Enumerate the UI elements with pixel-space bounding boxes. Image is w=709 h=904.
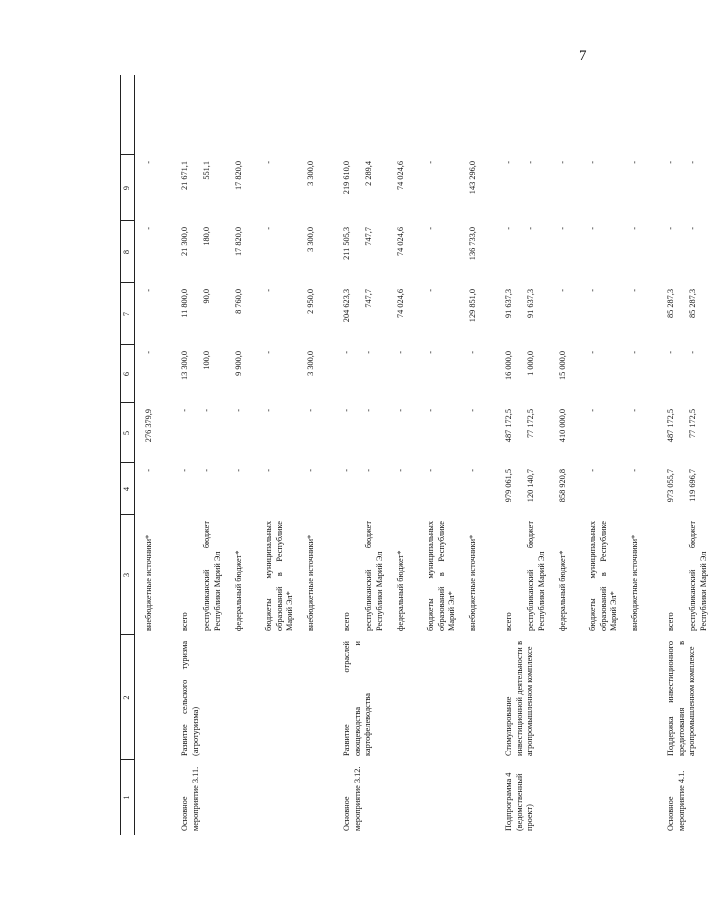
row-value: 90,0 [202, 289, 211, 304]
header-top-rule [120, 75, 121, 835]
row-value: 180,0 [202, 227, 211, 246]
row-value: - [144, 289, 153, 292]
row-section-code: Основное мероприятие 3.11. [180, 766, 200, 831]
row-funding-source: внебюджетные источники* [630, 534, 639, 631]
budget-table [120, 75, 708, 835]
row-value: - [588, 469, 597, 472]
row-value: - [264, 289, 273, 292]
row-value: 2 950,0 [306, 289, 315, 314]
row-funding-source: всего [666, 612, 675, 631]
row-value: - [630, 469, 639, 472]
row-value: 91 637,3 [504, 289, 513, 319]
row-value: - [342, 351, 351, 354]
row-funding-source: внебюджетные источники* [468, 534, 477, 631]
row-value: - [342, 469, 351, 472]
row-value: - [364, 351, 373, 354]
row-funding-source: республиканский бюджет Республики Марий Эл [526, 521, 546, 631]
row-funding-source: бюджеты муниципальных образований в Республике Марий Эл* [426, 521, 456, 631]
row-funding-source: всего [504, 612, 513, 631]
row-value: - [234, 469, 243, 472]
row-value: 487 172,5 [504, 409, 513, 443]
row-funding-source: бюджеты муниципальных образований в Республике Марий Эл* [588, 521, 618, 631]
row-value: - [396, 351, 405, 354]
row-funding-source: бюджеты муниципальных образований в Республике Марий Эл* [264, 521, 294, 631]
row-value: - [144, 469, 153, 472]
row-value: - [144, 227, 153, 230]
row-value: - [342, 409, 351, 412]
row-value: 21 300,0 [180, 227, 189, 257]
row-value: - [306, 409, 315, 412]
row-value: - [180, 409, 189, 412]
column-header-1: 1 [122, 795, 131, 800]
column-header-8: 8 [122, 249, 131, 255]
column-header-3: 3 [122, 572, 131, 578]
column-header-4: 4 [122, 486, 131, 492]
row-value: - [264, 161, 273, 164]
row-value: 9 900,0 [234, 351, 243, 376]
row-value: 100,0 [202, 351, 211, 370]
row-section-title: Поддержка инвестиционного кредитования в агропромышленном комплексе [666, 641, 696, 756]
row-value: 747,7 [364, 227, 373, 246]
row-value: 979 061,5 [504, 469, 513, 503]
row-value: 211 505,3 [342, 227, 351, 260]
row-value: - [144, 161, 153, 164]
row-funding-source: федеральный бюджет* [558, 550, 567, 631]
row-value: 129 851,0 [468, 289, 477, 323]
row-value: - [688, 161, 697, 164]
row-value: 74 024,6 [396, 227, 405, 257]
row-value: - [364, 409, 373, 412]
row-funding-source: всего [180, 612, 189, 631]
row-value: 74 024,6 [396, 161, 405, 191]
row-value: - [588, 227, 597, 230]
row-value: - [630, 289, 639, 292]
page-number: 7 [579, 48, 587, 64]
row-value: - [180, 469, 189, 472]
row-funding-source: республиканский бюджет Республики Марий Эл [364, 521, 384, 631]
row-value: 17 820,0 [234, 227, 243, 257]
row-value: - [630, 409, 639, 412]
row-value: 1 000,0 [526, 351, 535, 376]
row-value: - [688, 227, 697, 230]
row-value: - [588, 161, 597, 164]
row-value: 77 172,5 [526, 409, 535, 439]
row-value: - [306, 469, 315, 472]
row-value: 204 623,3 [342, 289, 351, 323]
row-value: 21 671,1 [180, 161, 189, 191]
row-value: - [666, 227, 675, 230]
row-value: - [666, 161, 675, 164]
row-value: - [396, 469, 405, 472]
row-value: 85 287,3 [688, 289, 697, 319]
row-value: 13 300,0 [180, 351, 189, 381]
header-bottom-rule [134, 75, 135, 835]
row-value: - [630, 227, 639, 230]
row-value: - [426, 409, 435, 412]
row-section-title: Развитие сельского туризма (агротуризма) [180, 641, 200, 756]
column-header-6: 6 [122, 371, 131, 377]
row-funding-source: всего [342, 612, 351, 631]
row-value: 219 610,0 [342, 161, 351, 195]
row-value: 551,1 [202, 161, 211, 180]
row-value: - [558, 289, 567, 292]
column-header-5: 5 [122, 430, 131, 436]
row-value: - [426, 351, 435, 354]
row-value: - [426, 289, 435, 292]
row-value: - [588, 289, 597, 292]
row-value: - [558, 161, 567, 164]
row-funding-source: республиканский бюджет Республики Марий Эл [688, 521, 708, 631]
row-value: 858 920,8 [558, 469, 567, 503]
row-value: - [526, 161, 535, 164]
column-header-7: 7 [122, 311, 131, 317]
row-section-title: Развитие отраслей овощеводства и картофелеводства [342, 641, 372, 756]
row-value: - [202, 409, 211, 412]
row-value: - [426, 227, 435, 230]
row-value: 276 379,9 [144, 409, 153, 443]
row-value: - [396, 409, 405, 412]
row-value: - [588, 351, 597, 354]
row-section-code: Основное мероприятие 3.12. [342, 766, 362, 831]
row-value: 74 024,6 [396, 289, 405, 319]
row-value: - [426, 161, 435, 164]
row-section-code: Основное мероприятие 4.1. [666, 770, 686, 831]
row-value: 747,7 [364, 289, 373, 308]
row-value: 136 733,0 [468, 227, 477, 261]
row-funding-source: внебюджетные источники* [144, 534, 153, 631]
row-value: 3 300,0 [306, 351, 315, 376]
row-value: - [588, 409, 597, 412]
row-value: 85 287,3 [666, 289, 675, 319]
row-value: 3 300,0 [306, 227, 315, 252]
row-value: - [144, 351, 153, 354]
row-value: - [264, 469, 273, 472]
row-value: - [264, 409, 273, 412]
row-value: 119 696,7 [688, 469, 697, 502]
row-value: - [504, 161, 513, 164]
row-value: - [468, 351, 477, 354]
row-value: 2 289,4 [364, 161, 373, 186]
row-value: - [558, 227, 567, 230]
row-value: - [504, 227, 513, 230]
row-value: 15 000,0 [558, 351, 567, 381]
row-value: - [202, 469, 211, 472]
row-value: 8 760,0 [234, 289, 243, 314]
row-value: - [264, 351, 273, 354]
column-header-2: 2 [122, 695, 131, 700]
row-value: 77 172,5 [688, 409, 697, 439]
row-value: 410 000,0 [558, 409, 567, 443]
column-header-9: 9 [122, 185, 131, 191]
row-value: 11 800,0 [180, 289, 189, 318]
row-value: - [630, 351, 639, 354]
row-value: - [666, 351, 675, 354]
row-value: - [688, 351, 697, 354]
row-value: - [468, 469, 477, 472]
row-value: - [468, 409, 477, 412]
row-value: - [364, 469, 373, 472]
row-section-code: Подпрограмма 4 (ведомственный проект) [504, 772, 534, 831]
row-value: 3 300,0 [306, 161, 315, 186]
row-value: 143 296,0 [468, 161, 477, 195]
row-value: 17 820,0 [234, 161, 243, 191]
row-value: 91 637,3 [526, 289, 535, 319]
row-value: - [426, 469, 435, 472]
row-value: 120 140,7 [526, 469, 535, 503]
row-funding-source: федеральный бюджет* [234, 550, 243, 631]
row-value: - [264, 227, 273, 230]
row-value: 16 000,0 [504, 351, 513, 381]
row-value: 973 055,7 [666, 469, 675, 503]
row-value: 487 172,5 [666, 409, 675, 443]
row-funding-source: внебюджетные источники* [306, 534, 315, 631]
row-funding-source: республиканский бюджет Республики Марий Эл [202, 521, 222, 631]
row-section-title: Стимулирование инвестиционной деятельности в агропромышленном комплексе [504, 641, 534, 756]
row-value: - [234, 409, 243, 412]
row-funding-source: федеральный бюджет* [396, 550, 405, 631]
row-value: - [526, 227, 535, 230]
row-value: - [630, 161, 639, 164]
